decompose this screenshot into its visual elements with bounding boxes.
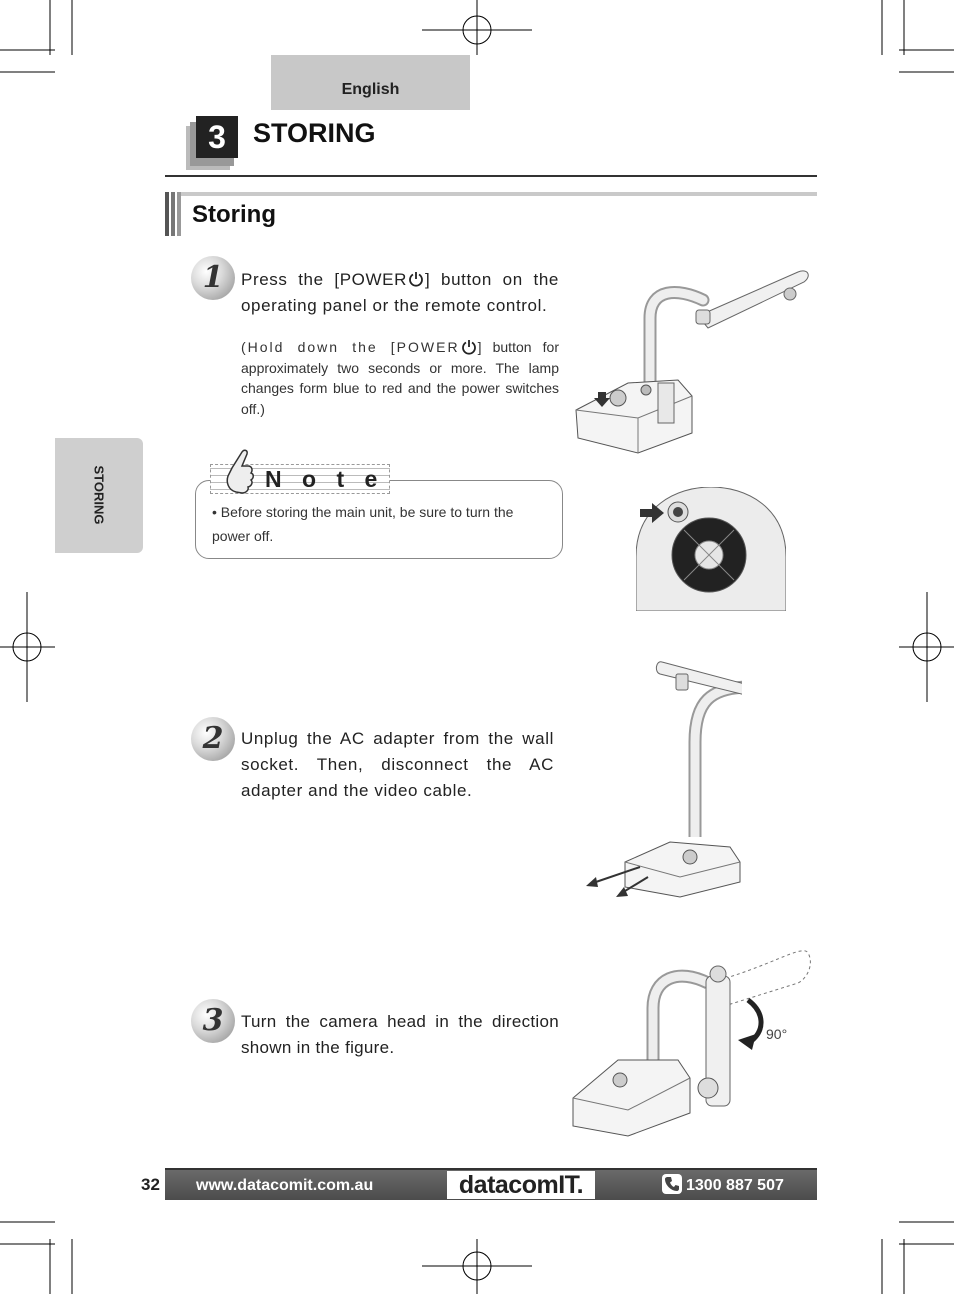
header-rule: [165, 175, 817, 177]
step-1-text-a: Press the [POWER: [241, 270, 407, 289]
step-1-subtext: [241, 337, 559, 419]
step-2-number: 2: [191, 717, 235, 761]
page-number: 32: [141, 1175, 160, 1194]
note-bullet: • Before storing the main unit, be sure to turn the power off.: [212, 504, 514, 544]
step-2-text: Unplug the AC adapter from the wall socket. Then, disconnect the AC adapter and the video cable.: [241, 729, 554, 800]
arrow-icon: [738, 1034, 756, 1050]
subsection-title: Storing: [192, 201, 276, 228]
phone-icon: [662, 1174, 682, 1194]
section-number: 3: [196, 116, 238, 158]
footer-brand-logo: datacomIT.: [447, 1171, 595, 1199]
footer-phone: 1300 887 507: [686, 1177, 784, 1194]
figure-control-panel: [636, 487, 786, 611]
subheader-rule: [165, 192, 817, 196]
power-icon: [461, 339, 477, 355]
step-1-text: [241, 267, 559, 319]
side-tab: [55, 438, 143, 553]
step-3-text: Turn the camera head in the direction shown in the figure.: [241, 1012, 559, 1057]
step-1-number: 1: [191, 256, 235, 300]
note-title: N o t e: [265, 466, 385, 492]
step-1-sub-a: (Hold down the [POWER: [241, 339, 460, 355]
arrow-icon: [616, 887, 628, 897]
arrow-icon: [586, 877, 598, 887]
section-title: STORING: [253, 118, 376, 148]
pointing-hand-icon: [222, 448, 256, 494]
subsection-bar: [165, 192, 181, 236]
step-3-number: 3: [191, 999, 235, 1043]
footer-website: www.datacomit.com.au: [196, 1177, 374, 1194]
step-1-text-b: ] button on the operating panel or the remote control.: [241, 270, 559, 315]
figure-camera-power: [568, 258, 814, 458]
side-tab-label: STORING: [91, 465, 107, 525]
language-tab: English: [271, 55, 470, 110]
figure-camera-unplug: [580, 652, 742, 902]
rotation-angle-label: 90°: [766, 1026, 788, 1042]
power-icon: [408, 271, 424, 287]
step-1-sub-b: ] button for approximately two seconds or more. The lamp changes form blue to red and the power switches off.): [241, 339, 559, 417]
